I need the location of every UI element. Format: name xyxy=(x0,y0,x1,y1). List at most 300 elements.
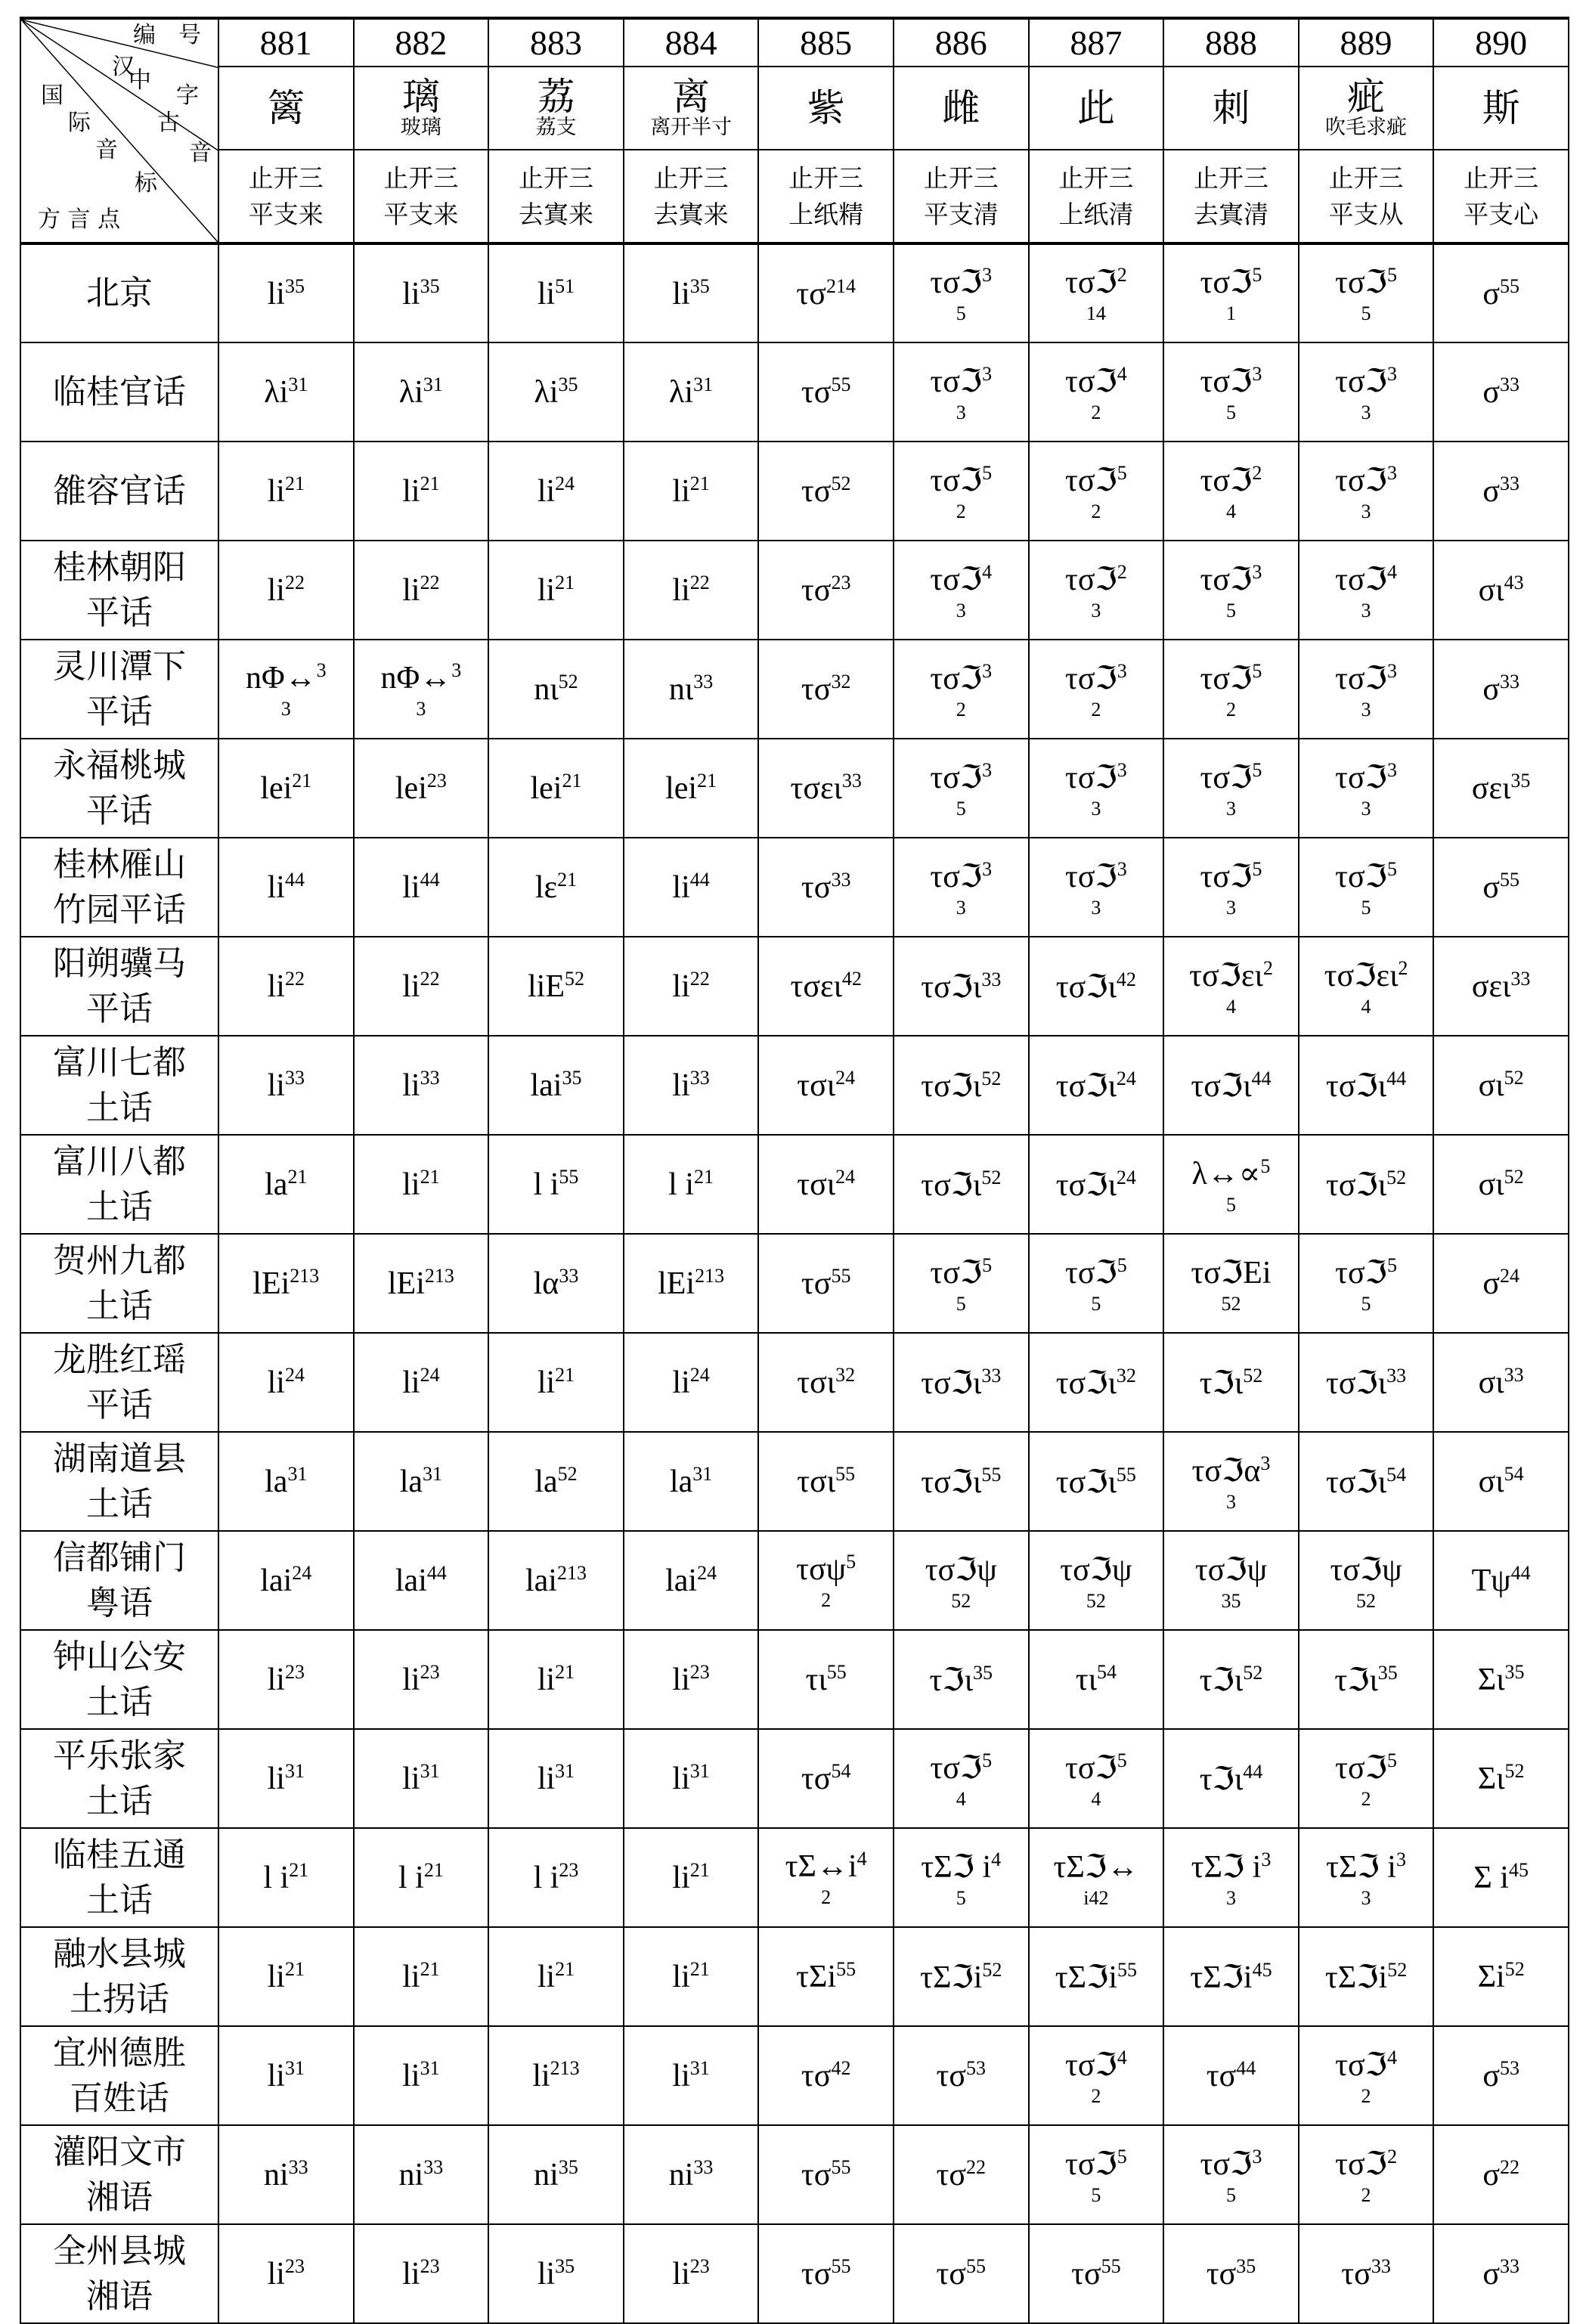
transcription-main: τσ xyxy=(1206,2257,1237,2291)
tone-subscript: 3 xyxy=(1225,1886,1236,1909)
header-char-row xyxy=(20,67,1569,150)
category-line-2: 去寘来 xyxy=(653,199,729,229)
transcription-cell xyxy=(488,1234,624,1333)
column-char-cell xyxy=(894,67,1029,150)
dialect-place-line: 竹园平话 xyxy=(53,890,186,929)
tone-subscript: 5 xyxy=(1225,599,1236,621)
transcription-cell xyxy=(1029,1036,1164,1135)
category-line-1: 止开三 xyxy=(518,163,593,193)
dialect-place-line: 土话 xyxy=(86,1088,153,1127)
transcription-cell xyxy=(1029,640,1164,739)
transcription-cell xyxy=(894,1036,1029,1135)
transcription-main: li xyxy=(267,1662,285,1697)
transcription-main: lei xyxy=(665,771,698,806)
tone-superscript: 21 xyxy=(284,473,305,494)
transcription-main: li xyxy=(537,1762,556,1796)
tone-subscript: i42 xyxy=(1083,1886,1109,1909)
transcription-main: li xyxy=(267,969,285,1004)
transcription-main: τσ xyxy=(936,2059,967,2093)
tone-superscript: 3 xyxy=(1252,362,1262,385)
transcription-cell xyxy=(1029,838,1164,937)
tone-superscript: 55 xyxy=(1117,1958,1137,1981)
tone-superscript: 31 xyxy=(423,373,443,395)
table-row xyxy=(20,1234,1569,1333)
column-char: 篱 xyxy=(267,85,305,130)
transcription-main: lai xyxy=(530,1068,562,1103)
transcription-cell xyxy=(758,2224,894,2323)
transcription-cell xyxy=(218,2125,354,2224)
transcription-main: τσℑ xyxy=(1200,364,1253,399)
tone-superscript: 52 xyxy=(1504,1067,1524,1089)
tone-superscript: 22 xyxy=(1499,2156,1519,2178)
column-category-cell xyxy=(758,150,894,243)
transcription-cell xyxy=(1299,2125,1434,2224)
transcription-cell xyxy=(1299,541,1434,640)
transcription-main: li xyxy=(537,1365,556,1400)
tone-superscript: 53 xyxy=(1499,2057,1519,2079)
transcription-main: τσι xyxy=(797,1068,836,1103)
transcription-main: τΣℑi xyxy=(1324,1960,1388,1995)
category-line-2: 去寘清 xyxy=(1193,199,1268,229)
corner-label-gu: 古 xyxy=(157,110,180,136)
tone-subscript: 3 xyxy=(280,698,291,720)
transcription-main: la xyxy=(534,1464,558,1499)
dialect-place-line: 临桂官话 xyxy=(53,372,186,411)
column-number: 889 xyxy=(1299,18,1434,67)
transcription-main: τσℑ xyxy=(1064,2146,1117,2182)
tone-superscript: 33 xyxy=(1499,373,1519,395)
tone-subscript: 4 xyxy=(956,1787,966,1810)
transcription-main: Σι xyxy=(1477,1662,1505,1697)
transcription-cell xyxy=(758,2026,894,2125)
transcription-main: li xyxy=(402,2257,420,2291)
tone-superscript: 35 xyxy=(1504,1661,1525,1683)
transcription-main: σει xyxy=(1471,771,1511,806)
transcription-cell xyxy=(218,342,354,442)
transcription-cell xyxy=(894,838,1029,937)
tone-superscript: 31 xyxy=(420,1760,440,1782)
tone-superscript: 3 xyxy=(1261,1848,1272,1870)
transcription-main: τσℑι xyxy=(921,1068,982,1104)
tone-superscript: 33 xyxy=(831,869,851,891)
table-row xyxy=(20,442,1569,541)
transcription-cell xyxy=(354,1531,489,1630)
tone-superscript: 3 xyxy=(982,264,993,286)
dialect-place-cell xyxy=(20,541,218,640)
transcription-main: τσ xyxy=(801,870,832,905)
dialect-place-line: 湖南道县 xyxy=(53,1439,186,1479)
dialect-place-line: 土话 xyxy=(86,1682,153,1721)
transcription-cell xyxy=(354,1630,489,1729)
tone-subscript: 3 xyxy=(1361,797,1371,820)
tone-superscript: 5 xyxy=(846,1551,857,1573)
transcription-main: σ xyxy=(1482,2059,1500,2093)
column-char-cell xyxy=(758,67,894,150)
tone-superscript: 3 xyxy=(1117,857,1127,880)
column-number: 881 xyxy=(218,18,354,67)
tone-subscript: 2 xyxy=(1361,1787,1371,1810)
transcription-main: liE xyxy=(527,969,565,1004)
tone-superscript: 52 xyxy=(1387,1958,1408,1981)
column-char: 此 xyxy=(1076,85,1115,130)
tone-subscript: 5 xyxy=(956,302,966,324)
tone-subscript: 2 xyxy=(1091,401,1101,423)
transcription-cell xyxy=(624,442,759,541)
transcription-cell xyxy=(218,442,354,541)
tone-superscript: 33 xyxy=(693,671,714,693)
transcription-cell xyxy=(1433,1135,1569,1234)
tone-superscript: 55 xyxy=(831,2156,851,2178)
tone-superscript: 55 xyxy=(559,1166,579,1188)
transcription-main: li xyxy=(402,276,420,311)
transcription-cell xyxy=(758,640,894,739)
transcription-main: li xyxy=(402,969,420,1004)
transcription-cell xyxy=(1029,1432,1164,1531)
tone-subscript: 2 xyxy=(1091,500,1101,522)
transcription-main: τσ xyxy=(801,375,832,410)
tone-subscript: 3 xyxy=(956,401,966,423)
table-row xyxy=(20,541,1569,640)
transcription-main: τσℑι xyxy=(1055,1464,1117,1500)
dialect-place-line: 临桂五通 xyxy=(53,1836,186,1875)
transcription-cell xyxy=(218,937,354,1036)
tone-subscript: 3 xyxy=(1225,797,1236,820)
dialect-place-line: 灵川潭下 xyxy=(53,647,186,686)
transcription-main: l i xyxy=(533,1167,559,1202)
tone-superscript: 52 xyxy=(1504,1166,1524,1188)
tone-superscript: 3 xyxy=(451,659,462,681)
tone-subscript: 5 xyxy=(1361,302,1371,324)
tone-subscript: 3 xyxy=(1091,599,1101,621)
transcription-cell xyxy=(218,1630,354,1729)
column-char-cell xyxy=(1163,67,1299,150)
dialect-place-line: 北京 xyxy=(86,274,153,313)
transcription-main: τσι xyxy=(797,1464,836,1499)
tone-superscript: 51 xyxy=(555,274,575,297)
transcription-cell xyxy=(354,2026,489,2125)
dialect-place-cell xyxy=(20,2224,218,2323)
dialect-place-cell xyxy=(20,342,218,442)
transcription-main: τΣℑi xyxy=(1055,1960,1117,1995)
dialect-place-line: 龙胜红瑶 xyxy=(53,1340,186,1380)
transcription-main: li xyxy=(672,276,690,311)
transcription-cell xyxy=(1029,2224,1164,2323)
transcription-cell xyxy=(218,640,354,739)
transcription-main: τσℑψ xyxy=(1060,1552,1132,1588)
column-number: 883 xyxy=(488,18,624,67)
transcription-cell xyxy=(624,1630,759,1729)
transcription-cell xyxy=(758,541,894,640)
transcription-cell xyxy=(1029,1828,1164,1927)
transcription-main: lai xyxy=(395,1563,427,1598)
tone-superscript: 21 xyxy=(292,770,312,792)
transcription-main: τσℑ xyxy=(1335,562,1387,597)
tone-superscript: 53 xyxy=(966,2057,987,2079)
category-line-2: 平支从 xyxy=(1328,199,1404,229)
transcription-main: τσℑ xyxy=(1335,661,1387,696)
tone-superscript: 5 xyxy=(1117,1253,1127,1276)
tone-superscript: 21 xyxy=(289,1859,309,1881)
dialect-place-cell xyxy=(20,1828,218,1927)
transcription-cell xyxy=(624,2125,759,2224)
tone-superscript: 54 xyxy=(1096,1661,1117,1683)
transcription-cell xyxy=(624,2224,759,2323)
column-gloss: 荔支 xyxy=(535,116,577,140)
dialect-place-line: 平话 xyxy=(86,1385,153,1424)
column-char: 雌 xyxy=(942,85,980,130)
tone-superscript: 3 xyxy=(1386,461,1397,484)
dialect-place-line: 平话 xyxy=(86,593,153,632)
table-row xyxy=(20,243,1569,342)
dialect-place-line: 平话 xyxy=(86,791,153,830)
transcription-main: τσℑι xyxy=(1325,1068,1387,1104)
tone-superscript: 24 xyxy=(689,1364,710,1386)
column-number: 887 xyxy=(1029,18,1164,67)
tone-superscript: 213 xyxy=(290,1265,320,1287)
transcription-cell xyxy=(1163,739,1299,838)
transcription-cell xyxy=(218,2224,354,2323)
dialect-place-cell xyxy=(20,1036,218,1135)
transcription-main: Tψ xyxy=(1471,1563,1511,1598)
transcription-main: nΦ↔ xyxy=(380,661,452,696)
column-char-cell xyxy=(1299,67,1434,150)
transcription-main: τσℑEi xyxy=(1191,1255,1272,1291)
column-category-cell xyxy=(1029,150,1164,243)
transcription-main: σ xyxy=(1482,2158,1500,2192)
tone-superscript: 23 xyxy=(420,1661,440,1683)
transcription-cell xyxy=(1433,1234,1569,1333)
column-char: 紫 xyxy=(807,85,845,130)
transcription-main: σ xyxy=(1482,672,1500,707)
column-category-cell xyxy=(1299,150,1434,243)
transcription-cell xyxy=(1163,1630,1299,1729)
transcription-cell xyxy=(218,2026,354,2125)
transcription-cell xyxy=(1029,442,1164,541)
transcription-main: τσℑ xyxy=(1335,463,1387,498)
transcription-main: lei xyxy=(260,771,293,806)
tone-superscript: 21 xyxy=(423,1859,444,1881)
transcription-cell xyxy=(758,2125,894,2224)
transcription-cell xyxy=(1299,1135,1434,1234)
transcription-cell xyxy=(218,1729,354,1828)
tone-superscript: 35 xyxy=(558,373,578,395)
dialect-place-line: 永福桃城 xyxy=(53,746,186,786)
transcription-main: τΣℑ i xyxy=(1326,1849,1396,1885)
corner-label-bianhao: 编 号 xyxy=(133,22,201,48)
transcription-main: ni xyxy=(263,2158,289,2192)
transcription-main: τι xyxy=(805,1662,827,1697)
transcription-cell xyxy=(894,1432,1029,1531)
tone-superscript: 52 xyxy=(1504,1958,1525,1980)
tone-superscript: 21 xyxy=(694,1166,714,1188)
tone-superscript: 31 xyxy=(555,1760,575,1782)
dialect-phonetic-table xyxy=(20,17,1569,2324)
transcription-cell xyxy=(218,1135,354,1234)
category-line-2: 上纸精 xyxy=(788,199,864,229)
transcription-main: li xyxy=(672,1762,690,1796)
tone-superscript: 32 xyxy=(831,671,851,693)
transcription-cell xyxy=(758,1135,894,1234)
transcription-cell xyxy=(1029,342,1164,442)
dialect-place-cell xyxy=(20,442,218,541)
dialect-place-line: 全州县城 xyxy=(53,2232,186,2271)
transcription-main: σ xyxy=(1482,276,1500,311)
transcription-main: τσ xyxy=(801,474,832,509)
tone-superscript: 3 xyxy=(1252,2145,1262,2168)
tone-superscript: 44 xyxy=(420,869,440,891)
transcription-cell xyxy=(1029,2125,1164,2224)
tone-superscript: 3 xyxy=(1117,659,1127,682)
transcription-cell xyxy=(894,640,1029,739)
tone-superscript: 4 xyxy=(1386,2046,1397,2068)
dialect-place-cell xyxy=(20,1432,218,1531)
transcription-main: σι xyxy=(1478,1464,1504,1499)
transcription-cell xyxy=(354,2224,489,2323)
table-row xyxy=(20,1729,1569,1828)
transcription-main: σι xyxy=(1478,1167,1504,1202)
transcription-main: li xyxy=(537,276,556,311)
tone-superscript: 35 xyxy=(1236,2255,1256,2277)
category-line-1: 止开三 xyxy=(653,163,729,193)
tone-superscript: 31 xyxy=(288,373,308,395)
tone-superscript: 2 xyxy=(1386,2145,1397,2168)
dialect-place-cell xyxy=(20,243,218,342)
corner-label-biao: 标 xyxy=(135,170,157,197)
transcription-main: li xyxy=(267,1762,285,1796)
tone-subscript: 5 xyxy=(1091,2183,1101,2206)
transcription-main: τσℑ xyxy=(1064,859,1117,894)
transcription-main: τσℑ xyxy=(1335,859,1387,894)
transcription-main: τσℑι xyxy=(1325,1365,1387,1401)
tone-superscript: 4 xyxy=(991,1848,1002,1870)
transcription-cell xyxy=(894,1234,1029,1333)
transcription-cell xyxy=(1433,243,1569,342)
tone-superscript: 55 xyxy=(831,373,851,395)
transcription-main: σει xyxy=(1471,969,1511,1004)
tone-subscript: 4 xyxy=(1225,995,1236,1018)
transcription-cell xyxy=(1433,1333,1569,1432)
tone-superscript: 55 xyxy=(826,1661,847,1683)
transcription-main: lε xyxy=(534,870,558,905)
tone-superscript: 42 xyxy=(831,2057,851,2079)
transcription-cell xyxy=(1029,739,1164,838)
transcription-main: τσℑψ xyxy=(925,1552,997,1588)
tone-superscript: 3 xyxy=(1260,1452,1271,1474)
column-number: 885 xyxy=(758,18,894,67)
transcription-main: σ xyxy=(1482,1266,1500,1301)
column-category-cell xyxy=(624,150,759,243)
tone-subscript: 3 xyxy=(1361,599,1371,621)
transcription-main: la xyxy=(399,1464,423,1499)
tone-superscript: 52 xyxy=(557,1463,578,1485)
tone-superscript: 3 xyxy=(982,857,993,880)
transcription-main: l i xyxy=(668,1167,694,1202)
transcription-cell xyxy=(488,1135,624,1234)
transcription-main: li xyxy=(267,870,285,905)
tone-superscript: 31 xyxy=(689,2057,710,2079)
transcription-cell xyxy=(1029,1729,1164,1828)
transcription-main: τσ xyxy=(1206,2059,1237,2093)
transcription-main: τσℑ xyxy=(930,364,983,399)
transcription-main: τσℑ xyxy=(930,1255,983,1291)
tone-superscript: 31 xyxy=(423,1463,443,1485)
transcription-cell xyxy=(354,442,489,541)
tone-superscript: 3 xyxy=(1117,758,1127,781)
tone-superscript: 24 xyxy=(697,1562,717,1584)
tone-subscript: 2 xyxy=(821,1589,832,1611)
table-body xyxy=(20,18,1569,2323)
transcription-cell xyxy=(488,937,624,1036)
transcription-main: τσℑ xyxy=(1064,1750,1117,1786)
corner-label-han: 汉 xyxy=(112,54,135,80)
category-line-1: 止开三 xyxy=(383,163,459,193)
transcription-cell xyxy=(758,442,894,541)
transcription-cell xyxy=(218,1531,354,1630)
tone-superscript: 4 xyxy=(982,560,993,583)
tone-superscript: 44 xyxy=(1236,2057,1256,2079)
transcription-cell xyxy=(488,1828,624,1927)
transcription-cell xyxy=(1433,2125,1569,2224)
dialect-place-cell xyxy=(20,640,218,739)
tone-superscript: 24 xyxy=(555,473,575,494)
transcription-cell xyxy=(488,541,624,640)
transcription-main: τσℑ xyxy=(1064,661,1117,696)
transcription-cell xyxy=(1029,1630,1164,1729)
tone-superscript: 24 xyxy=(292,1562,312,1584)
tone-superscript: 3 xyxy=(982,659,993,682)
transcription-main: li xyxy=(267,573,285,608)
transcription-cell xyxy=(894,1828,1029,1927)
transcription-main: lEi xyxy=(658,1266,695,1301)
table-row xyxy=(20,1630,1569,1729)
table-row xyxy=(20,1432,1569,1531)
transcription-cell xyxy=(758,1036,894,1135)
tone-superscript: 31 xyxy=(284,2057,305,2079)
transcription-main: lα xyxy=(533,1266,559,1301)
tone-superscript: 21 xyxy=(420,1958,440,1980)
transcription-cell xyxy=(488,838,624,937)
tone-superscript: 22 xyxy=(284,968,305,990)
transcription-main: τσℑι xyxy=(1055,969,1117,1005)
tone-superscript: 2 xyxy=(1262,956,1273,979)
dialect-place-cell xyxy=(20,1234,218,1333)
tone-superscript: 21 xyxy=(689,1958,710,1980)
transcription-main: τσℑ xyxy=(1064,364,1117,399)
tone-superscript: 2 xyxy=(1117,264,1127,286)
transcription-main: τℑι xyxy=(1334,1662,1378,1698)
transcription-main: lEi xyxy=(252,1266,290,1301)
table-row xyxy=(20,1036,1569,1135)
tone-superscript: 44 xyxy=(1251,1067,1272,1089)
transcription-main: τσℑ xyxy=(1200,562,1253,597)
transcription-cell xyxy=(1299,1234,1434,1333)
tone-subscript: 14 xyxy=(1086,302,1106,324)
dialect-place-line: 平话 xyxy=(86,692,153,731)
transcription-main: li xyxy=(672,1068,690,1103)
column-char-cell xyxy=(1433,67,1569,150)
tone-subscript: 2 xyxy=(1091,2084,1101,2107)
tone-superscript: 33 xyxy=(288,2156,308,2178)
transcription-cell xyxy=(758,1729,894,1828)
tone-superscript: 23 xyxy=(831,572,851,593)
tone-subscript: 3 xyxy=(1361,698,1371,720)
transcription-cell xyxy=(1299,640,1434,739)
transcription-cell xyxy=(894,2026,1029,2125)
tone-subscript: 2 xyxy=(1225,698,1236,720)
transcription-main: li xyxy=(402,1365,420,1400)
tone-superscript: 213 xyxy=(556,1562,587,1584)
transcription-main: lei xyxy=(530,771,562,806)
